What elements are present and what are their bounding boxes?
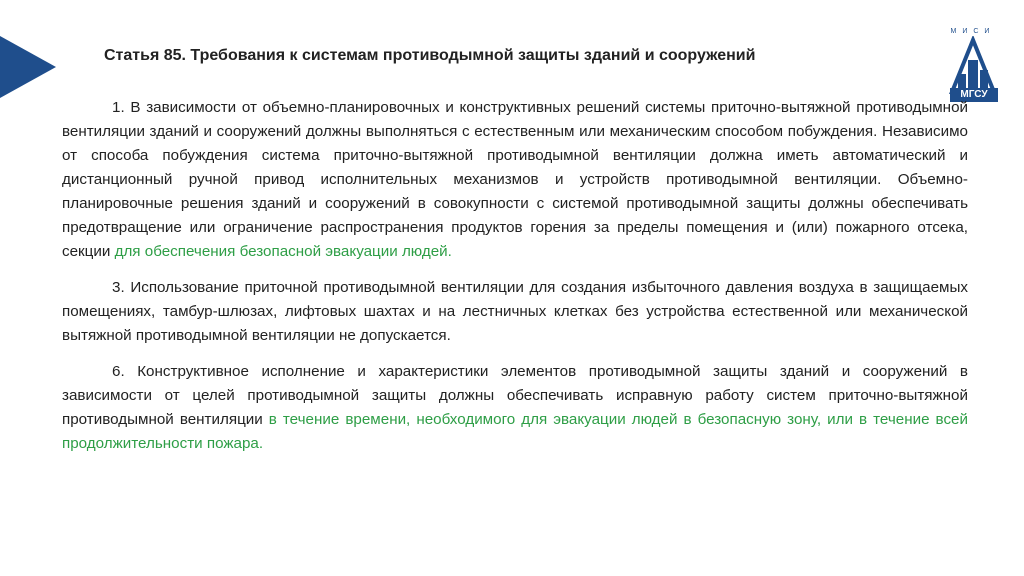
paragraph-6: [62, 360, 968, 456]
article-content: [62, 96, 968, 468]
paragraph-1-highlight: для обеспечения безопасной эвакуации людей.: [114, 243, 452, 260]
paragraph-3-text: 3. Использование приточной противодымной вентиляции для создания избыточного давления воздуха в защищаемых помещениях, тамбур-шлюзах, лифтовых шахтах и на лестничных клетках без устройства естественной или механической вытяжной противодымной вентиляции не допускается.: [62, 279, 968, 344]
logo-bottom-text: МГСУ: [950, 88, 998, 102]
logo-top-text: МИСИ: [950, 28, 996, 35]
paragraph-1: [62, 96, 968, 264]
paragraph-6-text: 6. Конструктивное исполнение и характеристики элементов противодымной защиты зданий и сооружений в зависимости от целей противодымной защиты должны обеспечивать исправную работу систем приточно-вытяжной противодымной вентиляции: [62, 363, 968, 428]
arrow-right-icon: [0, 36, 56, 98]
paragraph-3: [62, 276, 968, 348]
paragraph-6-highlight: в течение времени, необходимого для эвакуации людей в безопасную зону, или в течение всей продолжительности пожара.: [62, 411, 968, 452]
page-title: Статья 85. Требования к системам противодымной защиты зданий и сооружений: [104, 47, 756, 64]
paragraph-1-text: 1. В зависимости от объемно-планировочных и конструктивных решений системы приточно-вытяжной противодымной вентиляции зданий и сооружений должны выполняться с естественным или механическим способом побуждения. Независимо от способа побуждения система приточно-вытяжной противодымной вентиляции должна иметь автоматический и дистанционный ручной привод исполнительных механизмов и устройств противодымной вентиляции. Объемно-планировочные решения зданий и сооружений в совокупности с системой противодымной защиты должны обеспечивать предотвращение или ограничение распространения продуктов горения за пределы помещения и (или) пожарного отсека, секции: [62, 99, 968, 260]
